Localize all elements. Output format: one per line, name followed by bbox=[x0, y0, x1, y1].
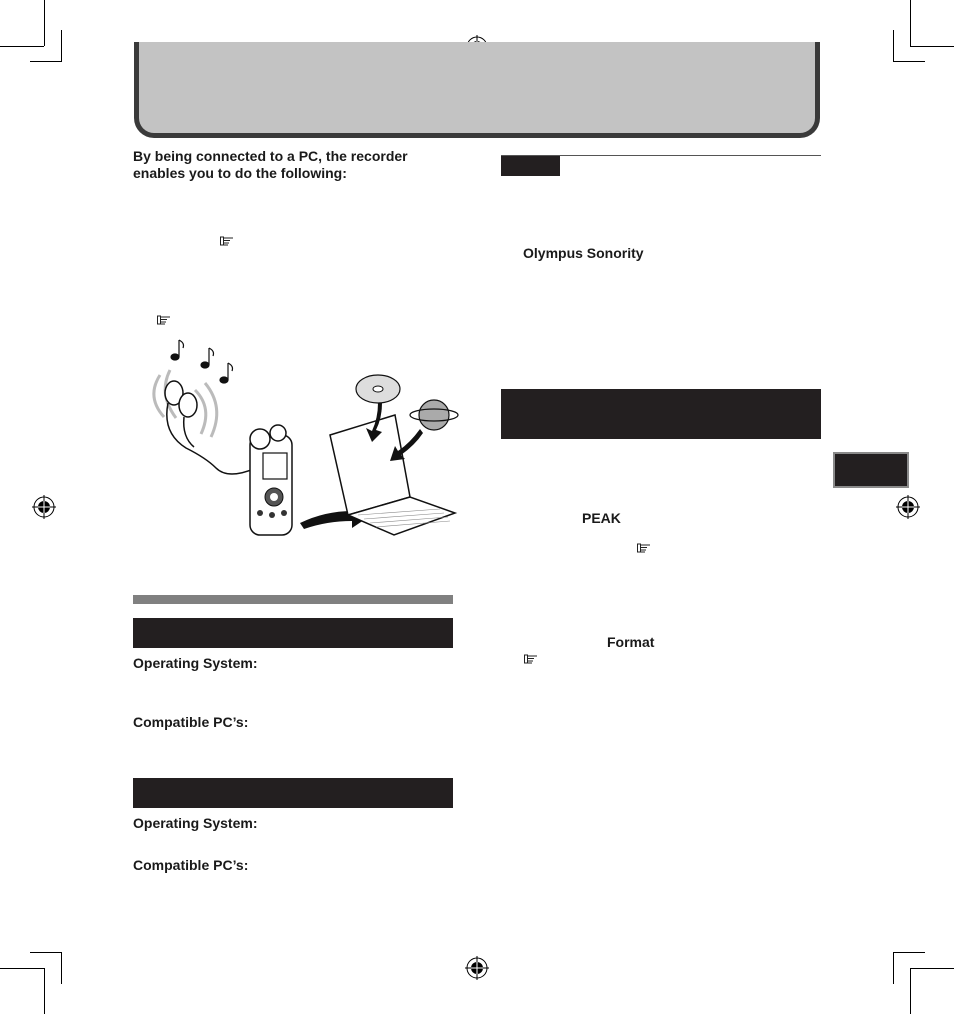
operating-system-label: Operating System: bbox=[133, 655, 258, 671]
crop-mark bbox=[61, 30, 62, 62]
crop-mark bbox=[893, 952, 894, 984]
format-label: Format bbox=[607, 634, 655, 650]
recorder-device bbox=[250, 425, 292, 535]
section-header-bar bbox=[133, 778, 453, 808]
crop-mark bbox=[910, 968, 911, 1014]
crop-mark bbox=[893, 30, 894, 62]
crop-mark bbox=[910, 968, 954, 969]
crop-mark bbox=[893, 952, 925, 953]
note-badge bbox=[501, 156, 560, 176]
reference-hand-icon bbox=[524, 654, 538, 664]
crop-mark bbox=[0, 46, 44, 47]
crop-mark bbox=[893, 61, 925, 62]
reference-hand-icon bbox=[220, 236, 234, 246]
crop-mark bbox=[61, 952, 62, 984]
crop-mark bbox=[30, 61, 62, 62]
crop-mark bbox=[30, 952, 62, 953]
intro-text: By being connected to a PC, the recorder enables you to do the following: bbox=[133, 148, 408, 181]
crop-mark bbox=[44, 968, 45, 1014]
pc-connection-illustration bbox=[150, 335, 460, 545]
crop-mark bbox=[0, 968, 44, 969]
registration-mark-icon bbox=[896, 495, 920, 519]
chapter-header-band bbox=[134, 42, 820, 138]
chapter-side-tab bbox=[833, 452, 909, 488]
internet-globe-icon bbox=[390, 400, 458, 461]
registration-mark-icon bbox=[32, 495, 56, 519]
operating-system-label: Operating System: bbox=[133, 815, 258, 831]
peak-label: PEAK bbox=[582, 510, 621, 526]
reference-hand-icon bbox=[157, 315, 171, 325]
compatible-pcs-label: Compatible PC’s: bbox=[133, 857, 249, 873]
reference-hand-icon bbox=[637, 543, 651, 553]
section-divider bbox=[133, 595, 453, 604]
software-name-label: Olympus Sonority bbox=[523, 245, 644, 261]
section-header-bar bbox=[501, 389, 821, 439]
compatible-pcs-label: Compatible PC’s: bbox=[133, 714, 249, 730]
registration-mark-icon bbox=[465, 956, 489, 980]
crop-mark bbox=[910, 46, 954, 47]
section-header-bar bbox=[133, 618, 453, 648]
crop-mark bbox=[910, 0, 911, 46]
music-note-icon bbox=[171, 340, 233, 383]
crop-mark bbox=[44, 0, 45, 46]
